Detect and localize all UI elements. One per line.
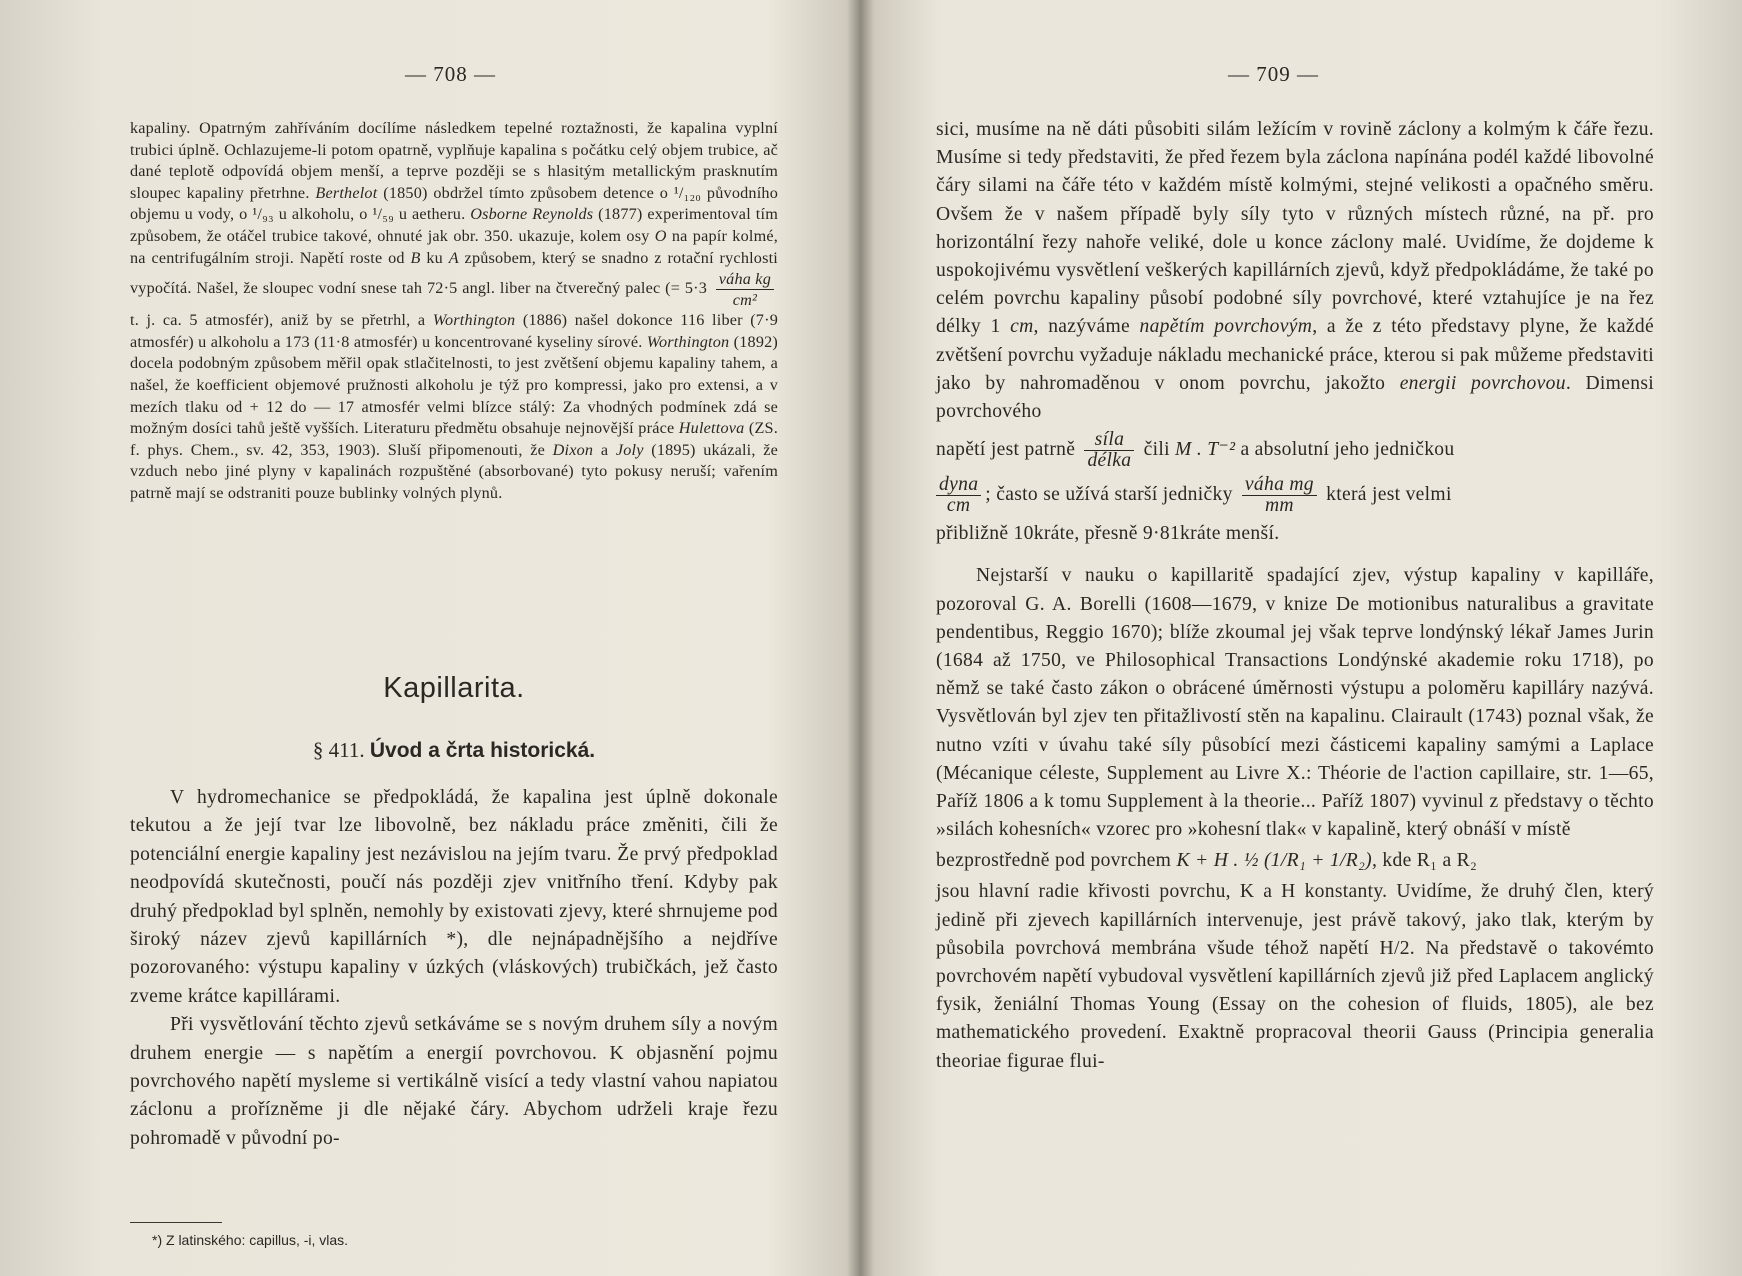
fraction-numerator: váha kg <box>716 269 774 290</box>
fraction-numerator: váha mg <box>1242 475 1317 496</box>
text-run: . Dimensi povrchového <box>936 372 1654 423</box>
text-run: na papír kolmé, na centrifugálním stroji. Napětí roste od <box>130 226 778 267</box>
chapter-title: Kapillarita. <box>383 672 525 704</box>
formula-line <box>936 475 1654 516</box>
term: napětím povrchovým <box>1139 316 1313 338</box>
text-run: , a že z této představy plyne, že každé zvětšení povrchu vyžaduje nákladu mechanické práce, kterou si pak můžeme představiti jako by nahromaděnou v onom povrchu, jakožto <box>936 316 1654 394</box>
term: energii povrchovou <box>1399 372 1566 394</box>
symbol: A <box>448 248 459 267</box>
dimension-formula: M . T⁻² <box>1175 439 1236 461</box>
right-page <box>868 0 1742 1276</box>
text-run: bezprostředně pod povrchem <box>936 850 1172 872</box>
text-run: a <box>593 440 616 459</box>
text-run: napětí jest patrně <box>936 439 1076 461</box>
symbol: O <box>654 226 667 245</box>
text-run: (1877) experimentoval tím způsobem, že otáčel trubice takové, ohnuté jak obr. 350. ukazuje, kolem osy <box>130 205 778 245</box>
text-run: kapaliny. Opatrným zahříváním docílíme následkem tepelné roztažnosti, že kapalina vyplní trubici úplně. Ochlazujeme-li potom opatrně, vyplňuje kapalina s počátku celý objem trubice, ač dané teplotě odpovídá objem menší, a teprve později se s hlasitým metallickým prasknutím sloupec kapaliny přetrhne. <box>130 119 778 202</box>
page-number: — 709 — <box>1228 62 1319 86</box>
author-name: Berthelot <box>315 183 378 202</box>
text-run: ku <box>420 248 449 267</box>
fraction-numerator: síla <box>1084 430 1134 451</box>
paragraph <box>936 116 1654 426</box>
fraction <box>1084 430 1134 471</box>
section-number: § 411. <box>312 738 365 762</box>
fraction-denominator: mm <box>1264 495 1294 517</box>
unit: cm <box>1010 316 1034 338</box>
formula-line <box>936 848 1654 874</box>
fraction-denominator: cm <box>946 495 971 517</box>
section-title: Úvod a črta historická. <box>369 739 596 762</box>
author-name: Worthington <box>432 311 516 330</box>
text-run: čili <box>1143 439 1170 461</box>
fraction <box>936 475 981 516</box>
text-run: (1850) obdržel tímto způsobem detence o ¹/₁₂₀ původního objemu u vody, o ¹/₉₃ u alkoholu, o ¹/₅₉ u aetheru. <box>130 183 778 224</box>
left-page <box>0 0 860 1276</box>
paragraph: V hydromechanice se předpokládá, že kapalina jest úplně dokonale tekutou a že její tvar lze libovolně, bez nákladu práce změniti, čili že potenciální energie kapaliny jest nezávislou na jejím tvaru. Že prvý předpoklad neodpovídá skutečnosti, poučí nás později zjev vnitřního tření. Kdyby pak druhý předpoklad byl splněn, nemohly by existovati zjevy, které shrnujeme pod široký název zjevů kapillárních *), dle nejnápadnějšího a nejdříve pozorovaného: výstupu kapaliny v úzkých (vláskových) trubičkách, jež často zveme krátce kapillárami. <box>130 787 778 1007</box>
author-name: Dixon <box>552 440 594 459</box>
smallprint-paragraph <box>130 118 778 505</box>
fraction-denominator: délka <box>1087 450 1132 472</box>
author-name: Worthington <box>646 332 730 351</box>
author-name: Joly <box>615 440 644 459</box>
formula-line <box>936 430 1654 471</box>
text-run: sici, musíme na ně dáti působiti silám ležícím v rovině záclony a kolmým k čáře řezu. Musíme si tedy představiti, že před řezem byla záclona napínána podél každé libovolné čáry silami na čáře této v každém místě kolmými, stejné velikosti a opačného směru. Ovšem že v našem případě byly síly tyto v různých místech různé, na př. pro horizontální řezy nahoře veliké, dole u konce záclony malé. Uvidíme, že dojdeme k uspokojivému vysvětlení veškerých kapillárních zjevů, když předpokládáme, že také po celém povrchu kapaliny působí podobné síly povrchové, které vztahujíce je na řez délky 1 <box>936 119 1654 338</box>
symbol: B <box>410 248 421 267</box>
paragraph: jsou hlavní radie křivosti povrchu, K a H konstanty. Uvidíme, že druhý člen, který jedině při zjevech kapillárních intervenuje, jest právě takový, jako tlak, kterým by působila povrchová membrána všude téhož napětí H/2. Na představě o takovémto povrchovém napětí vybudoval vysvětlení kapillárních zjevů již před Laplacem anglický fysik, ženiální Thomas Young (Essay on the cohesion of fluids, 1805), ale bez mathematického provedení. Exaktně propracoval theorii Gauss (Principia generalia theoriae figurae flui- <box>936 881 1654 1072</box>
text-run: t. j. ca. 5 atmosfér), aniž by se přetrhl, a <box>130 311 433 330</box>
author-name: Osborne Reynolds <box>470 205 594 224</box>
text-run: ; často se užívá starší jedničky <box>985 484 1233 506</box>
fraction-numerator: dyna <box>936 475 981 496</box>
fraction <box>716 269 774 310</box>
text-run: (1895) ukázali, že vzduch nebo jiné plyny v kapalinách rozpuštěné (absorbované) tyto pokusy neruší; vařením patrně mají se odstraniti pouze bublinky volných plynů. <box>130 440 779 502</box>
fraction-denominator: cm² <box>732 291 758 310</box>
footnote: *) Z latinského: capillus, -i, vlas. <box>152 1232 349 1248</box>
paragraph: Nejstarší v nauku o kapillaritě spadající zjev, výstup kapaliny v kapilláře, pozoroval G. A. Borelli (1608—1679, v knize De motionibus naturalibus a gravitate pendentibus, Reggio 1670); blíže zkoumal jej však teprve londýnský lékař James Jurin (1684 až 1750, ve Philosophical Transactions Londýnské akademie roku 1718), po němž se také často zákon o obrácené úměrnosti výstupu a poloměru kapilláry nazývá. Vysvětlován byl zjev ten přitažlivostí stěn na kapalinu. Clairault (1743) poznal však, že nutno vzíti v úvahu také síly působící mezi částicemi kapaliny samými a Laplace (Mécanique céleste, Supplement au Livre X.: Théorie de l'action capillaire, str. 1—65, Paříž 1806 a k tomu Supplement à la theorie... Paříž 1807) vyvinul z představy o těchto »silách kohesních« vzorec pro »kohesní tlak« v kapalině, který obnáší v místě <box>936 565 1654 841</box>
body-text <box>130 784 778 1153</box>
formula: K + H . ½ (1/R₁ + 1/R₂), <box>1176 850 1378 872</box>
text-run: , nazýváme <box>1033 316 1140 338</box>
footnote-rule <box>130 1222 222 1223</box>
text-run: (1886) našel dokonce 116 liber (7·9 atmosfér) u alkoholu a 173 (11·8 atmosfér) u koncentrované kyseliny sírové. <box>130 311 778 351</box>
paragraph: Při vysvětlování těchto zjevů setkáváme se s novým druhem síly a novým druhem energie — s napětím a energií povrchovou. K objasnění pojmu povrchového napětí mysleme si vertikálně visící a tedy vlastní vahou napiatou záclonu a prořízněme ji dle nějaké čáry. Abychom udrželi kraje řezu pohromadě v původní po- <box>130 1014 778 1149</box>
text-run: a absolutní jeho jedničkou <box>1240 439 1455 461</box>
text-run: kde R₁ a R₂ <box>1382 850 1478 872</box>
body-text <box>936 116 1654 1076</box>
text-run: (1892) docela podobným způsobem měřil opak stlačitelnosti, to jest zvětšení objemu kapaliny tahem, a našel, že koefficient objemové pružnosti alkoholu je týž pro kompressi, jako pro extensi, a v mezích tlaku od + 12 do — 17 atmosfér velmi blízce stálý: Za vhodných podmínek zdá se možným dosíci tahů ještě vyšších. Literaturu předmětu obsahuje nejnovější práce <box>130 332 778 438</box>
smallprint-text <box>130 118 778 505</box>
text-run: (ZS. f. phys. Chem., sv. 42, 353, 1903). Sluší připomenouti, že <box>130 419 778 459</box>
section-heading <box>130 738 778 763</box>
fraction <box>1242 475 1317 516</box>
author-name: Hulettova <box>678 419 745 438</box>
page-number: — 708 — <box>405 62 496 86</box>
text-run: která jest velmi <box>1326 484 1452 506</box>
paragraph: přibližně 10kráte, přesně 9·81kráte menší. <box>936 523 1280 545</box>
text-run: způsobem, který se snadno z rotační rychlosti vypočítá. Našel, že sloupec vodní snese tah 72·5 angl. liber na čtverečný palec (= 5·3 <box>130 248 778 298</box>
